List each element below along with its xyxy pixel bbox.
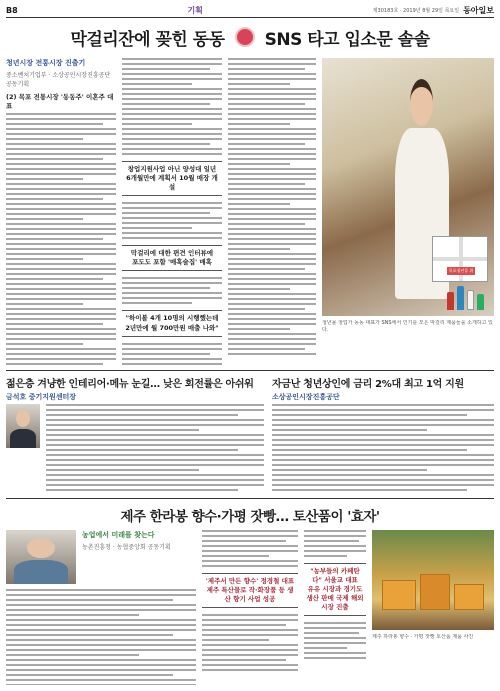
page-number: B8 — [6, 6, 18, 15]
headline-right: SNS 타고 입소문 솔솔 — [264, 29, 430, 50]
middle-right-headline: 자금난 청년상인에 금리 2%대 최고 1억 지원 — [272, 379, 464, 390]
main-photo-caption: 청년몰 창업가 동동 대표가 SNS에서 인기를 모은 막걸리 제품들을 소개하고 있다. — [322, 320, 493, 333]
series-sponsor: 중소벤처기업부 · 소상공인시장진흥공단 공동기획 — [6, 72, 111, 88]
mid-title-line: 창업지원사업 아닌 양성대 일년 — [127, 165, 217, 173]
bottom-kicker: 농업에서 미래를 찾는다 — [82, 531, 155, 539]
main-photo — [322, 58, 494, 316]
mid-title-line: "하이볼 4개 10명의 시행했는데 — [125, 314, 219, 323]
top-headline — [6, 22, 494, 52]
article-col-1 — [6, 58, 116, 366]
box-title-line: '제주서 만든 향수' 정경철 대표 — [205, 577, 295, 585]
map-pin: 목포청년몰 위치도 — [448, 268, 474, 281]
mid-title-box — [122, 161, 222, 196]
middle-left-headline: 젊은층 겨냥한 인테리어·메뉴 눈길… 낮은 회전률은 아쉬워 — [6, 379, 254, 390]
headline-left: 막걸리잔에 꽂힌 동동 — [70, 29, 225, 50]
box-title-line: "농부들의 카페탄다" 서울교 대표 — [310, 567, 360, 585]
mid-title-box — [122, 310, 222, 336]
article-body-text — [6, 113, 116, 366]
farmer-portrait — [6, 530, 76, 584]
series-kicker: 청년시장 전통시장 진출기 — [6, 59, 86, 67]
page-header — [6, 4, 494, 18]
middle-left-kicker: 금석호 중기지원센터장 — [6, 393, 77, 401]
bottom-sponsor: 농촌진흥청 · 농협중앙회 공동기획 — [82, 544, 171, 551]
product-photo — [372, 530, 494, 630]
bottom-col-3 — [304, 530, 366, 685]
bottom-col-2 — [202, 530, 298, 685]
middle-left-article — [6, 392, 264, 492]
middle-right-article — [272, 392, 494, 492]
box-title-line: 유유 시장과 경기도 생산 판매 국제 해외 시장 진출 — [306, 585, 364, 612]
bottom-headline: 제주 한라봉 향수·가평 잣빵… 토산품이 '효자' — [120, 509, 380, 525]
article-subhead: (2) 목포 전통시장 '동동주' 이혼주 대표 — [6, 93, 114, 110]
section-divider — [6, 370, 494, 371]
product-photo-caption: 제주 하라봉 향수 · 가평 잣빵 토산품 제품 사진 — [372, 634, 474, 640]
section-divider — [6, 498, 494, 499]
bottom-box-title-2 — [304, 563, 366, 616]
mid-title-box — [122, 245, 222, 271]
mid-title-line: 6개월만에 계획서 10월 매장 개설 — [126, 174, 218, 192]
newspaper-brand: 동아일보 — [463, 5, 494, 15]
section-title: 기획 — [187, 6, 203, 15]
location-map — [432, 236, 488, 282]
mid-title-line: 2년만에 월 700만원 매출 나와" — [125, 323, 219, 332]
bottom-col-1 — [6, 530, 196, 685]
columnist-portrait — [6, 404, 40, 448]
mid-title-line: 막걸리에 대한 편견 인터뷰에 — [130, 249, 214, 258]
bottom-box-title — [202, 573, 298, 608]
box-title-line: 제주 특산물로 작·화장품 등 생산 향기 사업 성공 — [206, 586, 294, 604]
article-col-3 — [228, 58, 316, 366]
mid-title-line: 포도도 포함 '매혹술집' 매혹 — [132, 258, 212, 267]
makgeolli-cup-icon — [235, 27, 255, 47]
middle-right-kicker: 소상공인시장진흥공단 — [272, 393, 340, 401]
issue-meta: 제30183호 · 2019년 8월 29일 목요일 — [372, 8, 460, 14]
product-bottles — [447, 286, 484, 310]
article-col-2 — [122, 58, 222, 366]
